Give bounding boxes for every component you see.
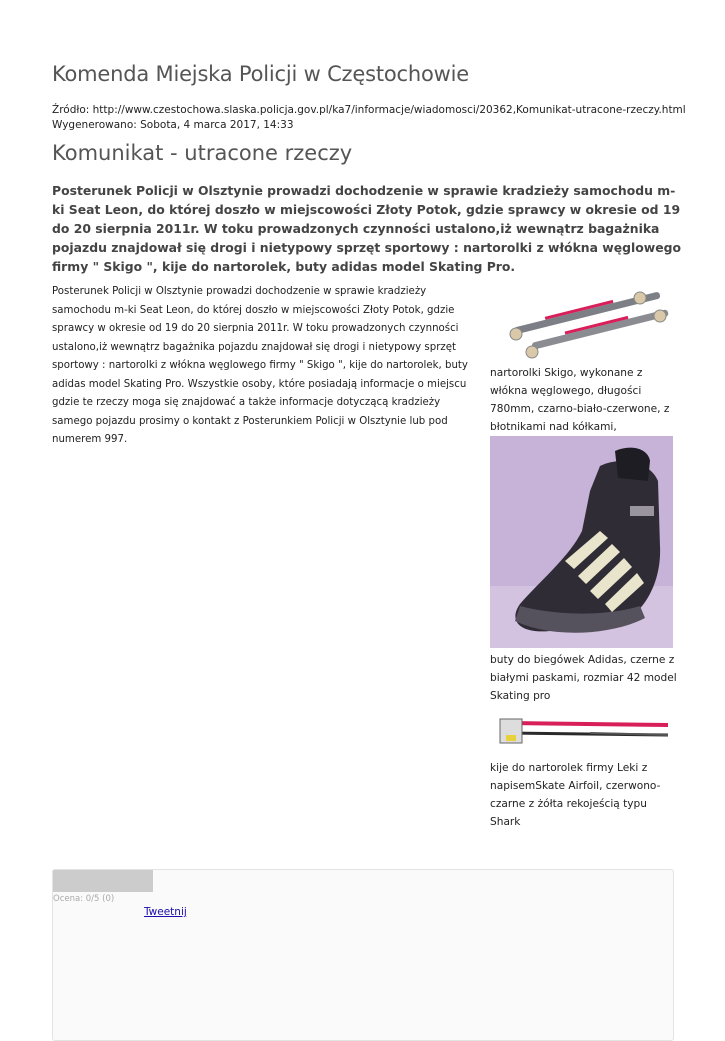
- article-lead: Posterunek Policji w Olsztynie prowadzi dochodzenie w sprawie kradzieży samochodu m-ki Seat Leon, do której doszło w miejscowości Złoty Potok, gdzie sprawcy w okresie od 19 do 20 sierpnia 2011r. W toku prowadzonych czynności ustalono,iż wewnątrz bagażnika pojazdu znajdował się drogi i nietypowy sprzęt sportowy : nartorolki z włókna węglowego firmy " Skigo ", kije do nartorolek, buty adidas model Skating Pro.: [52, 183, 682, 274]
- ski-boot-image: [490, 436, 673, 648]
- rating-panel: [52, 869, 674, 1041]
- site-title: Komenda Miejska Policji w Częstochowie: [52, 62, 469, 86]
- poles-caption: kije do nartorolek firmy Leki z napisemSkate Airfoil, czerwono-czarne z żółta rekojeścią typu Shark: [490, 762, 661, 828]
- generated-date: Wygenerowano: Sobota, 4 marca 2017, 14:33: [52, 119, 294, 131]
- rating-text: Ocena: 0/5 (0): [53, 894, 115, 904]
- source-url: Źródło: http://www.czestochowa.slaska.policja.gov.pl/ka7/informacje/wiadomosci/20362,Komunikat-utracone-rzeczy.html: [52, 104, 686, 116]
- ski-poles-image: [490, 705, 673, 757]
- rating-stars[interactable]: [53, 870, 153, 892]
- article-body: Posterunek Policji w Olsztynie prowadzi dochodzenie w sprawie kradzieży samochodu m-ki Seat Leon, do której doszło w miejscowości Złoty Potok, gdzie sprawcy w okresie od 19 do 20 sierpnia 2011r. W toku prowadzonych czynności ustalono,iż wewnątrz bagażnika pojazdu znajdował się drogi i nietypowy sprzęt sportowy : nartorolki z włókna węglowego firmy " Skigo ", kije do nartorolek, buty adidas model Skating Pro. Wszystkie osoby, które posiadają informacje o miejscu gdzie te rzeczy moga się znajdować a także informacje dotyczącą kradzieży samego pojazdu prosimy o kontakt z Posterunkiem Policji w Olsztynie lub pod numerem 997.: [52, 286, 468, 445]
- page-title: Komunikat - utracone rzeczy: [52, 141, 353, 165]
- rollerski-caption: nartorolki Skigo, wykonane z włókna węglowego, długości 780mm, czarno-biało-czerwone, z błotnikami nad kółkami,: [490, 367, 670, 433]
- tweet-link[interactable]: Tweetnij: [144, 906, 187, 918]
- boot-caption: buty do biegówek Adidas, czerne z białymi paskami, rozmiar 42 model Skating pro: [490, 654, 677, 702]
- document-meta: [52, 103, 686, 133]
- rollerski-image: [490, 282, 672, 364]
